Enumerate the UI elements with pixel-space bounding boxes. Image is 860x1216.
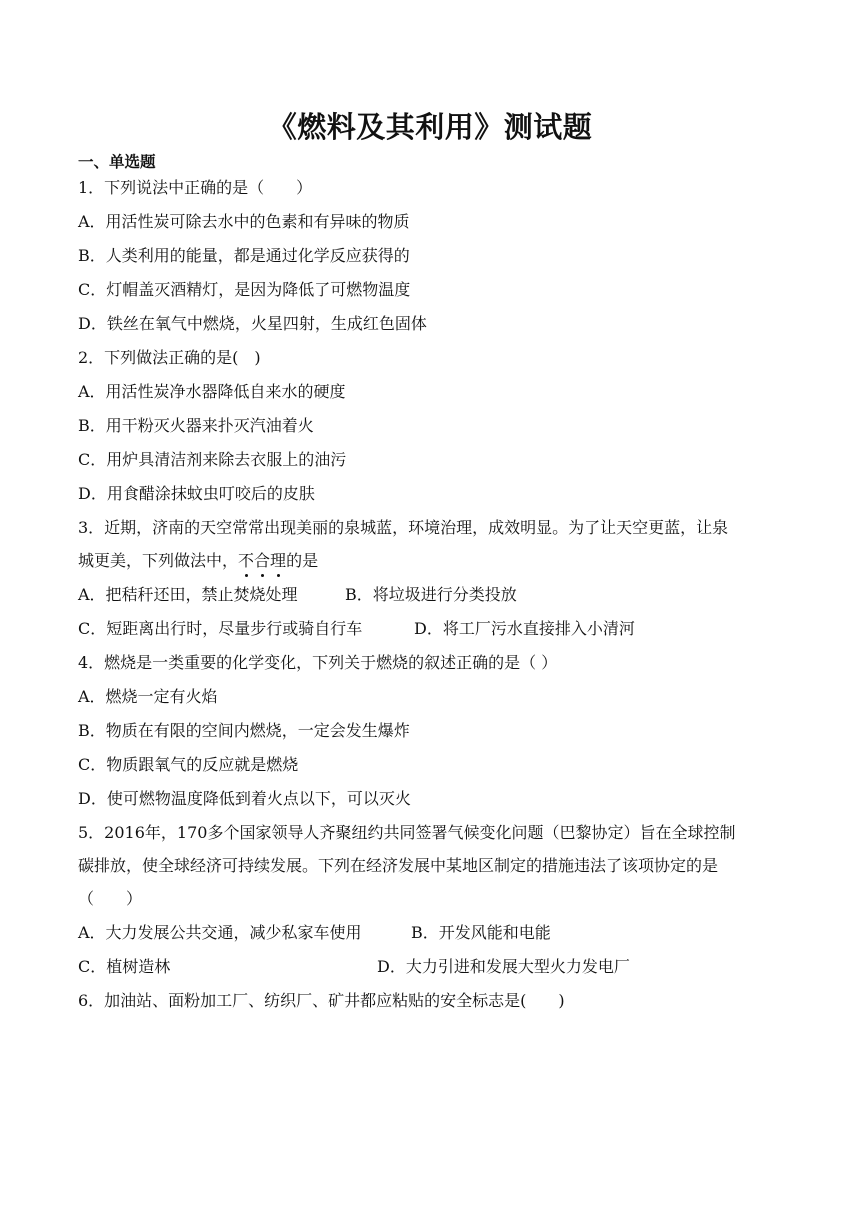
question-3-option-c: C．短距离出行时，尽量步行或骑自行车 <box>78 619 363 638</box>
question-2-option-a: A．用活性炭净水器降低自来水的硬度 <box>78 382 346 401</box>
question-3-option-d: D．将工厂污水直接排入小清河 <box>414 619 635 638</box>
question-5-stem-line-2: 碳排放，使全球经济可持续发展。下列在经济发展中某地区制定的措施违法了该项协定的是 <box>78 856 719 875</box>
question-4-option-d: D．使可燃物温度降低到着火点以下，可以灭火 <box>78 789 411 808</box>
page-title: 《燃料及其利用》测试题 <box>267 110 593 144</box>
question-1-stem: 1．下列说法中正确的是（ ） <box>78 178 313 197</box>
question-4-option-c: C．物质跟氧气的反应就是燃烧 <box>78 755 299 774</box>
question-2-option-d: D．用食醋涂抹蚊虫叮咬后的皮肤 <box>78 484 315 503</box>
question-5-option-a: A．大力发展公共交通，减少私家车使用 <box>78 923 362 942</box>
question-5-stem-line-3: （ ） <box>78 889 143 908</box>
question-1-option-a: A．用活性炭可除去水中的色素和有异味的物质 <box>78 212 410 231</box>
emphasis-dot-char: 合 <box>254 551 271 570</box>
question-1-option-b: B．人类利用的能量，都是通过化学反应获得的 <box>78 246 410 265</box>
question-5-stem-line-1: 5．2016年，170多个国家领导人齐聚纽约共同签署气候变化问题（巴黎协定）旨在全球控制 <box>78 823 736 842</box>
question-3-stem-suffix: 的是 <box>286 551 319 570</box>
emphasis-dot-char: 理 <box>270 551 287 570</box>
question-3-option-a: A．把秸秆还田，禁止焚烧处理 <box>78 585 298 604</box>
question-2-option-b: B．用干粉灭火器来扑灭汽油着火 <box>78 416 314 435</box>
question-3-option-b: B．将垃圾进行分类投放 <box>345 585 517 604</box>
section-heading: 一、单选题 <box>78 152 156 171</box>
question-4-option-a: A．燃烧一定有火焰 <box>78 687 218 706</box>
question-3-stem-line-2 <box>78 550 318 572</box>
question-5-option-d: D．大力引进和发展大型火力发电厂 <box>377 957 630 976</box>
question-1-option-d: D．铁丝在氧气中燃烧，火星四射，生成红色固体 <box>78 314 427 333</box>
question-1-option-c: C．灯帽盖灭酒精灯，是因为降低了可燃物温度 <box>78 280 411 299</box>
question-4-stem: 4．燃烧是一类重要的化学变化，下列关于燃烧的叙述正确的是（ ） <box>78 653 558 672</box>
question-2-stem: 2．下列做法正确的是( ) <box>78 348 261 367</box>
question-4-option-b: B．物质在有限的空间内燃烧，一定会发生爆炸 <box>78 721 410 740</box>
question-5-option-c: C．植树造林 <box>78 957 171 976</box>
question-2-option-c: C．用炉具清洁剂来除去衣服上的油污 <box>78 450 347 469</box>
question-3-stem-prefix: 城更美，下列做法中， <box>78 551 239 570</box>
question-5-option-b: B．开发风能和电能 <box>411 923 551 942</box>
emphasis-dot-char: 不 <box>238 551 255 570</box>
question-3-stem-line-1: 3．近期，济南的天空常常出现美丽的泉城蓝，环境治理，成效明显。为了让天空更蓝，让泉 <box>78 518 729 537</box>
question-6-stem: 6．加油站、面粉加工厂、纺织厂、矿井都应粘贴的安全标志是( ) <box>78 991 565 1010</box>
